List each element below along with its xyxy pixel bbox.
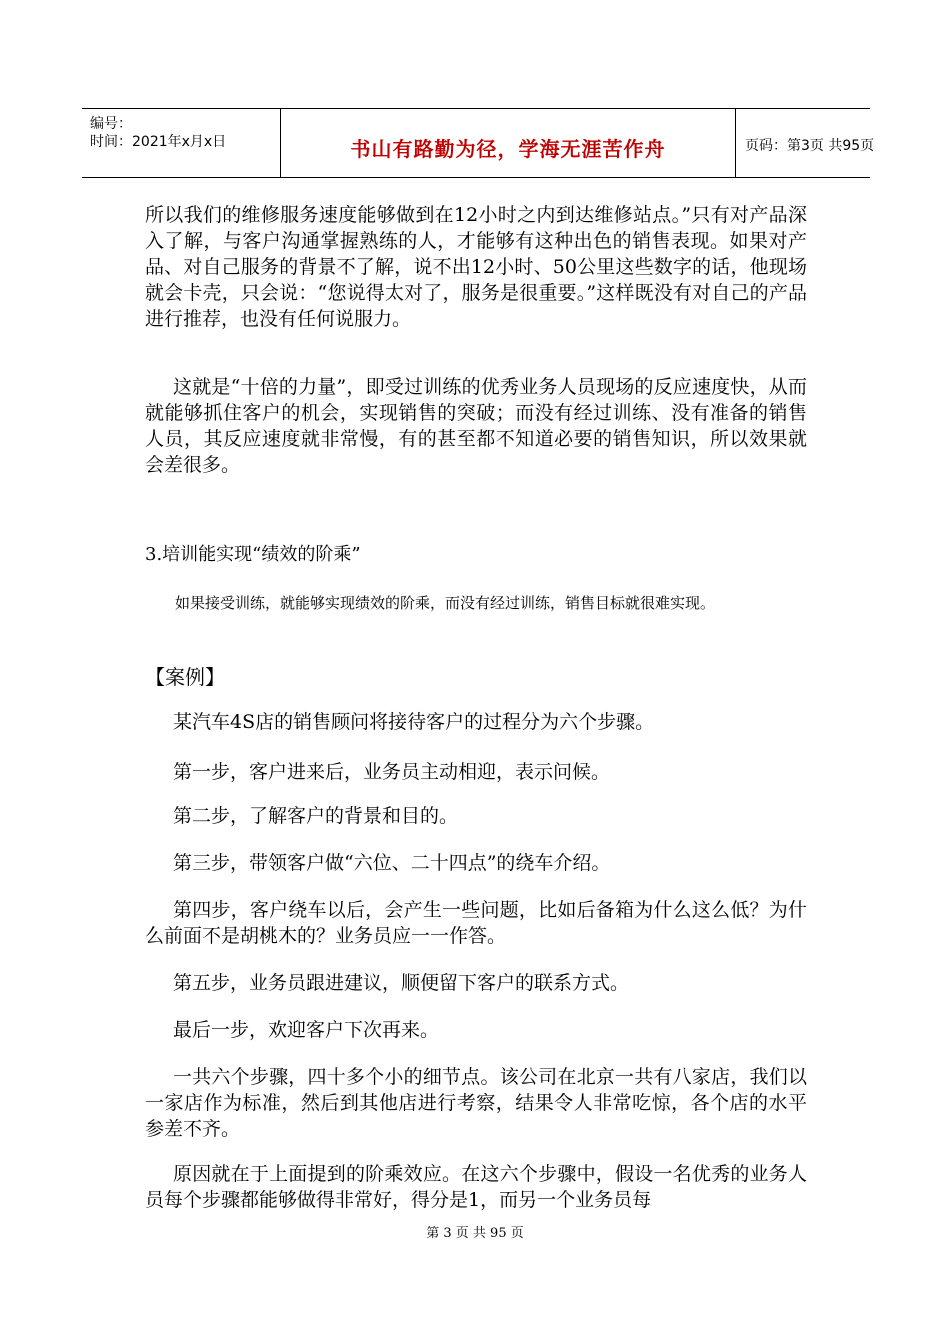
header-page-info: 页码：第3页 共95页 — [745, 138, 875, 154]
paragraph: 第一步，客户进来后，业务员主动相迎，表示问候。 — [173, 761, 611, 783]
header-motto-cell — [280, 109, 736, 177]
header-page-cell — [735, 109, 875, 177]
header-meta-cell — [82, 109, 280, 177]
document-time-label: 时间：2021年x月x日 — [90, 134, 227, 150]
paragraph: 第三步，带领客户做“六位、二十四点”的绕车介绍。 — [173, 852, 611, 874]
paragraph: 第四步，客户绕车以后，会产生一些问题，比如后备箱为什么这么低？为什么前面不是胡桃木的？业务员应一一作答。 — [145, 899, 807, 947]
document-code-label: 编号： — [90, 116, 132, 132]
paragraph: 最后一步，欢迎客户下次再来。 — [173, 1019, 440, 1041]
paragraph: 第二步，了解客户的背景和目的。 — [173, 805, 459, 827]
section-heading: 3.培训能实现“绩效的阶乘” — [145, 544, 361, 565]
paragraph: 某汽车4S店的销售顾问将接待客户的过程分为六个步骤。 — [173, 711, 655, 733]
paragraph: 这就是“十倍的力量”，即受过训练的优秀业务人员现场的反应速度快，从而就能够抓住客户的机会，实现销售的突破；而没有经过训练、没有准备的销售人员，其反应速度就非常慢，有的甚至都不知道必要的销售知识，所以效果就会差很多。 — [145, 376, 807, 476]
paragraph: 第五步，业务员跟进建议，顺便留下客户的联系方式。 — [173, 972, 630, 994]
header-motto: 书山有路勤为径，学海无涯苦作舟 — [350, 137, 666, 161]
paragraph: 一共六个步骤，四十多个小的细节点。该公司在北京一共有八家店，我们以一家店作为标准，然后到其他店进行考察，结果令人非常吃惊，各个店的水平参差不齐。 — [145, 1066, 807, 1140]
case-title: 【案例】 — [145, 665, 225, 689]
page-footer: 第 3 页 共 95 页 — [426, 1226, 524, 1241]
document-header — [82, 108, 875, 178]
paragraph: 所以我们的维修服务速度能够做到在12小时之内到达维修站点。”只有对产品深入了解，与客户沟通掌握熟练的人，才能够有这种出色的销售表现。如果对产品、对自己服务的背景不了解，说不出12小时、50公里这些数字的话，他现场就会卡壳，只会说：“您说得太对了，服务是很重要。”这样既没有对自己的产品进行推荐，也没有任何说服力。 — [145, 204, 807, 330]
section-summary: 如果接受训练，就能够实现绩效的阶乘，而没有经过训练，销售目标就很难实现。 — [175, 594, 716, 612]
paragraph: 原因就在于上面提到的阶乘效应。在这六个步骤中，假设一名优秀的业务人员每个步骤都能够做得非常好，得分是1，而另一个业务员每 — [145, 1163, 807, 1211]
